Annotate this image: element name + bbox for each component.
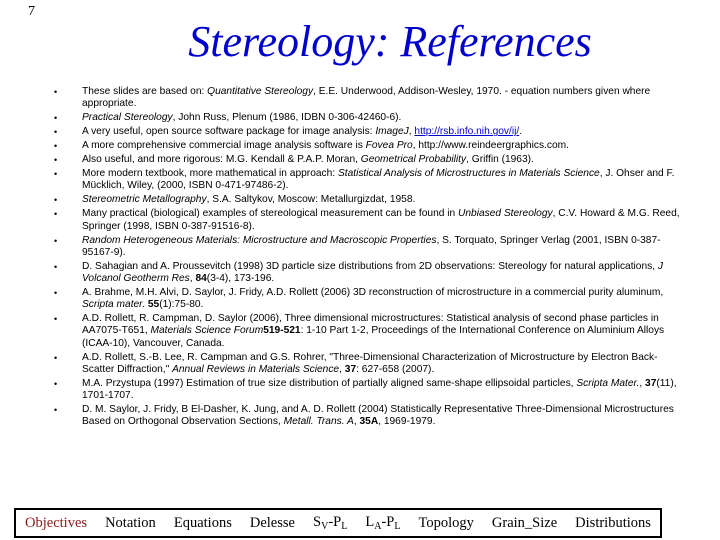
reference-text: Scripta mater. bbox=[82, 299, 146, 311]
reference-text: 84 bbox=[195, 273, 207, 285]
slide-number: 7 bbox=[28, 4, 35, 19]
nav-equations-link[interactable]: Equations bbox=[173, 514, 232, 531]
reference-text: ImageJ bbox=[375, 126, 409, 138]
reference-text: , Griffin (1963). bbox=[466, 154, 534, 166]
page-title: Stereology: References bbox=[188, 17, 592, 66]
reference-text: , John Russ, Plenum (1986, IDBN 0-306-42460-6). bbox=[172, 112, 402, 124]
reference-text: : 1-10 Part 1-2, Proceedings of the International Conference on Aluminium Alloys (ICAA-10), Vancouver, Canada. bbox=[82, 325, 665, 349]
nav-sv-pl-link[interactable] bbox=[313, 514, 347, 532]
reference-text: Materials Science Forum bbox=[150, 325, 264, 337]
reference-text: , http://www.reindeergraphics.com. bbox=[412, 140, 569, 152]
reference-text: Also useful, and more rigorous: M.G. Kendall & P.A.P. Moran, bbox=[82, 154, 361, 166]
nav-delesse-link[interactable]: Delesse bbox=[249, 514, 295, 531]
reference-item bbox=[52, 261, 682, 285]
reference-text: M.A. Przystupa (1997) Estimation of true size distribution of partially aligned same-shape ellipsoidal particles, bbox=[82, 377, 577, 389]
reference-text: J Volcanol Geotherm Res bbox=[82, 260, 663, 285]
reference-item bbox=[52, 208, 682, 232]
reference-text: A.D. Rollett, S.-B. Lee, R. Campman and G.S. Rohrer, "Three-Dimensional Characterization of Microstructure by Electron Back-Scatter Diffraction," bbox=[82, 351, 658, 375]
reference-text: (3-4), 173-196. bbox=[206, 273, 275, 285]
reference-item bbox=[52, 112, 682, 124]
reference-text: , bbox=[189, 273, 196, 285]
reference-text: More modern textbook, more mathematical in approach: bbox=[82, 168, 338, 180]
la-sub-l: L bbox=[394, 521, 401, 532]
la-sep: -P bbox=[381, 514, 395, 530]
reference-item bbox=[52, 287, 682, 311]
reference-text: D. M. Saylor, J. Fridy, B El-Dasher, K. Jung, and A. D. Rollett (2004) Statistically Representative Three-Dimensional Microstructures Based on Orthogonal Observation Sections, bbox=[82, 404, 674, 428]
reference-item bbox=[52, 404, 682, 428]
reference-text: , S.A. Saltykov, Moscow: Metallurgizdat, 1958. bbox=[206, 194, 416, 206]
nav-distributions-link[interactable]: Distributions bbox=[575, 514, 651, 531]
reference-text: Annual Reviews in Materials Science bbox=[172, 363, 340, 375]
reference-text: Many practical (biological) examples of stereological measurement can be found in bbox=[82, 208, 458, 220]
reference-text: , bbox=[339, 363, 345, 375]
sv-s: S bbox=[313, 514, 322, 530]
reference-text: , bbox=[353, 416, 360, 428]
reference-text: (11), 1701-1707. bbox=[82, 377, 677, 402]
reference-text: 35A bbox=[359, 416, 379, 428]
reference-text: , 1969-1979. bbox=[378, 416, 436, 428]
nav-objectives-link[interactable]: Objectives bbox=[25, 514, 88, 531]
reference-text: 37 bbox=[645, 377, 657, 389]
nav-la-pl-link[interactable] bbox=[365, 514, 400, 532]
reference-text: (1):75-80. bbox=[159, 299, 204, 311]
reference-text: These slides are based on: bbox=[82, 86, 208, 97]
nav-topology-link[interactable]: Topology bbox=[418, 514, 474, 531]
reference-item bbox=[52, 126, 682, 138]
reference-text: Quantitative Stereology bbox=[207, 86, 314, 97]
reference-item bbox=[52, 352, 682, 376]
reference-text: A. Brahme, M.H. Alvi, D. Saylor, J. Fridy, A.D. Rollett (2006) 3D reconstruction of microstructure in a commercial purity aluminum, bbox=[82, 287, 664, 299]
reference-text: , S. Torquato, Springer Verlag (2001, ISBN 0-387-95167-9). bbox=[82, 234, 661, 258]
reference-item bbox=[52, 154, 682, 166]
reference-text: 519-521 bbox=[263, 325, 301, 337]
reference-text: , C.V. Howard & M.G. Reed, Springer (1998, ISBN 0-387-91516-8). bbox=[82, 208, 680, 232]
reference-text: , E.E. Underwood, Addison-Wesley, 1970. - equation numbers given where appropriate. bbox=[82, 86, 651, 110]
reference-text: , bbox=[408, 126, 415, 138]
reference-text: Random Heterogeneous Materials: Microstructure and Macroscopic Properties bbox=[82, 234, 437, 246]
reference-text: A more comprehensive commercial image analysis software is bbox=[82, 140, 366, 152]
reference-text: : 627-658 (2007). bbox=[356, 363, 435, 375]
navigation-bar bbox=[14, 508, 662, 538]
reference-text: A very useful, open source software package for image analysis: bbox=[82, 126, 376, 138]
reference-text: Fovea Pro bbox=[365, 140, 413, 152]
reference-text: Scripta Mater. bbox=[576, 377, 640, 389]
reference-text: Statistical Analysis of Microstructures in Materials Science bbox=[337, 168, 600, 180]
reference-item bbox=[52, 86, 682, 110]
reference-item bbox=[52, 194, 682, 206]
reference-item bbox=[52, 140, 682, 152]
reference-text: 55 bbox=[147, 299, 160, 311]
sv-sep: -P bbox=[328, 514, 342, 530]
reference-text: , J. Ohser and F. Mücklich, Wiley, (2000, ISBN 0-471-97486-2). bbox=[82, 168, 675, 192]
reference-text: . bbox=[519, 126, 523, 138]
reference-item bbox=[52, 313, 682, 350]
reference-text: D. Sahagian and A. Proussevitch (1998) 3D particle size distributions from 2D observations: Stereology for natural applications, bbox=[82, 260, 658, 272]
sv-sub-l: L bbox=[341, 521, 348, 532]
reference-text: Metall. Trans. A bbox=[283, 416, 354, 428]
nav-notation-link[interactable]: Notation bbox=[105, 514, 156, 531]
reference-text: , bbox=[639, 377, 646, 389]
reference-item bbox=[52, 168, 682, 192]
imagej-url-link[interactable]: http://rsb.info.nih.gov/ij/ bbox=[414, 126, 520, 138]
reference-text: A.D. Rollett, R. Campman, D. Saylor (2006), Three dimensional microstructures: Statistical analysis of second phase particles in AA7075-T651, bbox=[82, 313, 659, 337]
reference-text: Stereometric Metallography bbox=[82, 194, 207, 206]
reference-list bbox=[52, 86, 682, 430]
sv-sub-v: V bbox=[321, 521, 329, 532]
reference-text: Practical Stereology bbox=[82, 112, 173, 124]
reference-text: 37 bbox=[344, 363, 357, 375]
reference-item bbox=[52, 378, 682, 402]
la-l: L bbox=[365, 514, 375, 530]
reference-item bbox=[52, 235, 682, 259]
reference-text: Unbiased Stereology bbox=[458, 208, 553, 220]
reference-text: Geometrical Probability bbox=[360, 154, 467, 166]
nav-grain-size-link[interactable]: Grain_Size bbox=[491, 514, 558, 531]
la-sub-a: A bbox=[374, 521, 382, 532]
